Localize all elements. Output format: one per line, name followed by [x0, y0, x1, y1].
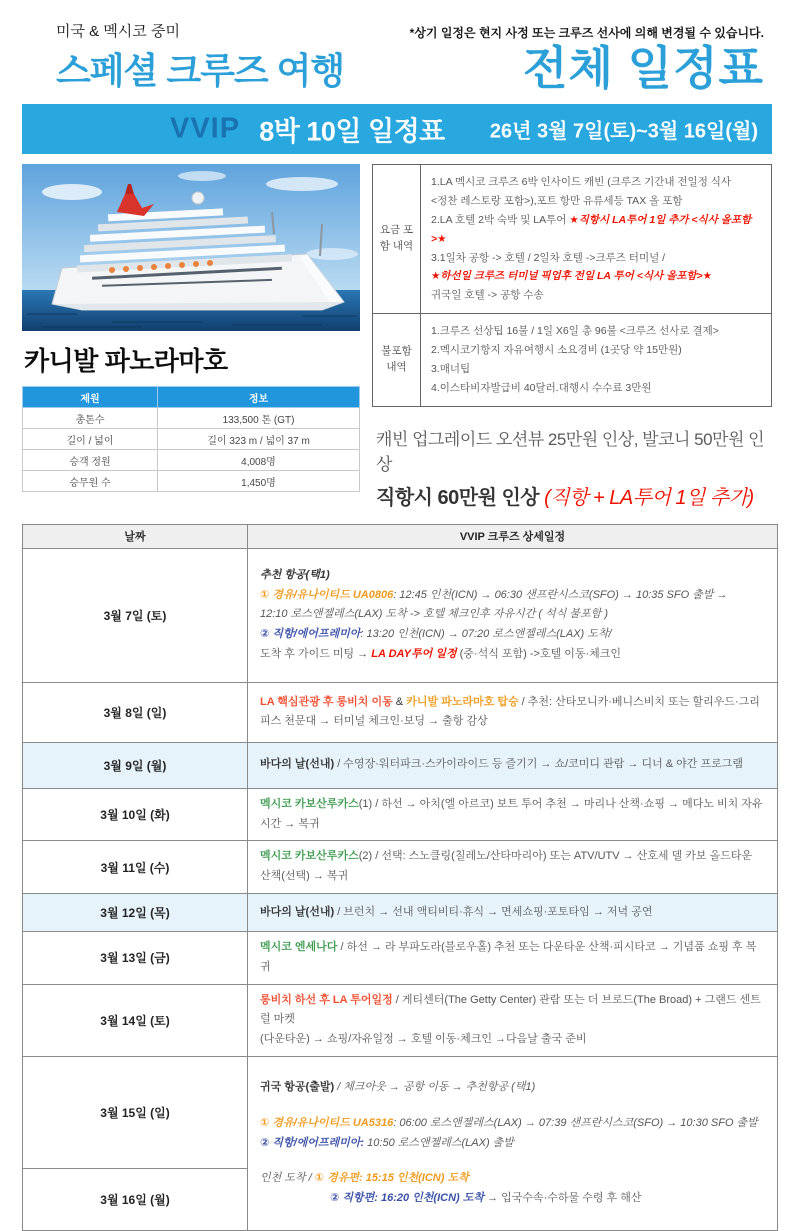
detail-cell	[248, 893, 778, 931]
text-line	[431, 192, 761, 211]
text-line	[260, 1114, 765, 1134]
text-segment: : 06:00 로스앤젤레스(LAX) → 07:39 샌프란시스코(SFO) → 10:30 SFO 출발	[393, 1116, 758, 1129]
spec-row	[23, 429, 360, 450]
text-line	[260, 1134, 765, 1154]
text-line	[260, 693, 765, 733]
text-line	[260, 605, 765, 625]
detail-cell	[248, 742, 778, 788]
text-line	[260, 586, 765, 606]
text-line	[260, 938, 765, 978]
text-segment: LA 핵심관광 후 롱비치 이동	[260, 695, 393, 708]
spec-row	[23, 450, 360, 471]
table-row	[23, 682, 778, 742]
text-segment: ② 직항/에어프레미아:	[260, 1136, 365, 1149]
spec-value: 4,008명	[158, 450, 360, 471]
text-segment: 2.LA 호텔 2박 숙박 및 LA투어	[431, 213, 570, 226]
table-row	[23, 742, 778, 788]
spec-label: 총톤수	[23, 408, 158, 429]
text-segment: 귀국 항공(출발)	[260, 1080, 335, 1093]
spec-label: 승무원 수	[23, 471, 158, 492]
table-row	[23, 841, 778, 894]
text-segment: (다운타운) → 쇼핑/자유일정 → 호텔 이동·체크인 →다음날 출국 준비	[260, 1033, 587, 1046]
text-line	[260, 755, 765, 775]
fee-excluded-row	[373, 314, 772, 407]
detail-cell	[248, 548, 778, 682]
text-segment: / 체크아웃 → 공항 이동 → 추천항공 (택1)	[334, 1080, 536, 1093]
text-line	[431, 211, 761, 249]
ship-name: 카니발 파노라마호	[24, 346, 228, 376]
detail-cell	[248, 841, 778, 894]
text-segment: 롱비치 하선 후 LA 투어일정	[260, 993, 393, 1006]
text-line	[260, 1169, 765, 1189]
text-segment: 1.크루즈 선상팁 16불 / 1일 X6일 총 96불 <크루즈 선사로 결제>	[431, 325, 719, 338]
text-segment: 멕시코 엔세나다	[260, 940, 338, 953]
text-line	[431, 322, 761, 341]
text-line	[260, 795, 765, 835]
text-segment: (중·석식 포함) ->호텔 이동·체크인	[456, 647, 622, 660]
text-line	[260, 645, 765, 665]
text-segment: : 12:45 인천(ICN) → 06:30 샌프란시스코(SFO) → 10:35 SFO 출발 →	[393, 588, 728, 601]
date-cell: 3월 7일 (토)	[23, 548, 248, 682]
text-line	[260, 625, 765, 645]
date-cell: 3월 14일 (토)	[23, 984, 248, 1056]
text-line	[431, 249, 761, 268]
date-cell: 3월 8일 (일)	[23, 682, 248, 742]
text-segment: LA DAY투어 일정	[371, 647, 457, 660]
band-dates: 26년 3월 7일(토)~3월 16일(월)	[489, 120, 758, 143]
date-cell: 3월 10일 (화)	[23, 788, 248, 841]
fee-excluded-content	[421, 314, 772, 407]
upgrade-notes	[372, 425, 772, 516]
itinerary-header-date: 날짜	[23, 524, 248, 548]
table-row	[23, 548, 778, 682]
text-segment: / 하선 → 라 부파도라(블로우홀) 추천 또는 다운타운 산책·피시타코 → 기념품 쇼핑 후 복귀	[260, 940, 757, 973]
text-segment: 귀국일 호텔 -> 공항 수송	[431, 289, 544, 302]
text-segment: / 추천: 산타모니카·베니스비치 또는 할리우드·그리피스 천문대 → 터미널 체크인·보딩 → 출항 감상	[260, 695, 760, 728]
text-segment: 멕시코 카보산루카스	[260, 850, 359, 863]
spec-header-row	[23, 387, 360, 408]
text-segment: 4.이스타비자발급비 40달러.대행시 수수료 3만원	[431, 381, 652, 394]
fee-included-content	[421, 165, 772, 314]
text-segment: 3.매너팁	[431, 363, 471, 376]
text-segment: 10:50 로스앤젤레스(LAX) 출발	[364, 1136, 514, 1149]
text-segment: 도착 후 가이드 미팅 →	[260, 647, 372, 660]
title-band	[22, 104, 772, 154]
text-segment: 카니발 파노라마호 탑승	[406, 695, 519, 708]
vvip-label: VVIP	[170, 112, 241, 145]
text-line	[260, 1030, 765, 1050]
text-line	[431, 267, 761, 286]
text-segment: &	[392, 695, 407, 708]
text-line	[431, 379, 761, 398]
detail-cell	[248, 931, 778, 984]
itinerary-header-detail: VVIP 크루즈 상세일정	[248, 524, 778, 548]
detail-cell	[248, 788, 778, 841]
text-segment: (2) / 선택: 스노클링(칠레노/산타마리아) 또는 ATV/UTV → 산호세 델 카보 올드타운 산책(선택) → 복귀	[260, 850, 753, 883]
text-line	[260, 1189, 765, 1209]
text-line	[260, 903, 765, 923]
ship-spec-table	[22, 386, 360, 492]
itinerary-header-row	[23, 524, 778, 548]
date-cell: 3월 16일 (월)	[23, 1168, 248, 1230]
itinerary-table	[22, 524, 778, 1231]
text-line	[376, 480, 772, 516]
text-line	[431, 173, 761, 192]
spacer	[260, 1153, 765, 1169]
text-segment: (직항 + LA투어 1일 추가)	[544, 486, 754, 509]
text-segment: 12:10 로스앤젤레스(LAX) 도착 -> 호텔 체크인후 자유시간 ( 석식 불포함 )	[260, 608, 609, 621]
text-line	[260, 847, 765, 887]
text-segment: / 게티센터(The Getty Center) 관람 또는 더 브로드(The Broad) + 그랜드 센트럴 마켓	[260, 993, 761, 1026]
text-segment: 1.LA 멕시코 크루즈 6박 인사이드 캐빈 (크루즈 기간내 전일정 식사	[431, 176, 732, 188]
text-segment: 바다의 날(선내)	[260, 758, 335, 771]
header-left	[56, 20, 344, 94]
ship-photo	[22, 164, 360, 331]
spec-row	[23, 408, 360, 429]
detail-cell	[248, 1056, 778, 1230]
fee-included-label: 요금 포함 내역	[373, 165, 421, 314]
text-segment: 3.1일차 공항 -> 호텔 / 2일차 호텔 ->크루즈 터미널 /	[431, 251, 666, 264]
header-right	[409, 20, 764, 94]
date-cell: 3월 9일 (월)	[23, 742, 248, 788]
text-line	[431, 286, 761, 305]
text-line	[431, 360, 761, 379]
text-line	[431, 341, 761, 360]
text-segment: 인천 도착 /	[260, 1172, 315, 1185]
page-title: 스페셜 크루즈 여행	[56, 50, 345, 91]
band-duration: 8박 10일 일정표	[259, 116, 445, 147]
spec-header-label: 제원	[23, 387, 158, 408]
text-segment: <정찬 레스토랑 포함>),포트 항만 유류세등 TAX 올 포함	[431, 194, 683, 207]
table-row	[23, 893, 778, 931]
text-segment: ① 경유/유나이티드 UA5316	[260, 1116, 394, 1129]
spec-label: 길이 / 넓이	[23, 429, 158, 450]
text-segment: 직항시 60만원 인상	[376, 486, 545, 509]
text-segment: ★직항시 LA투어 1일 추가 <식사 올포함>★	[431, 213, 752, 245]
table-row	[23, 788, 778, 841]
text-segment: / 수영장·워터파크·스카이라이드 등 즐기기 → 쇼/코미디 관람 → 디너 & 야간 프로그램	[334, 758, 743, 771]
spec-row	[23, 471, 360, 492]
text-segment: 바다의 날(선내)	[260, 905, 335, 918]
date-cell: 3월 15일 (일)	[23, 1056, 248, 1168]
text-segment: ① 경유편: 15:15 인천(ICN) 도착	[314, 1172, 469, 1185]
fee-included-row	[373, 165, 772, 314]
text-line	[260, 566, 765, 586]
text-segment: 추천 항공(택1)	[260, 568, 330, 581]
date-cell: 3월 13일 (금)	[23, 931, 248, 984]
text-segment: 2.멕시코기항지 자유여행시 소요경비 (1곳당 약 15만원)	[431, 344, 682, 357]
text-line	[260, 991, 765, 1031]
cruise-ship-illustration	[22, 164, 360, 331]
cabin-upgrade-note: 캐빈 업그레이드 오션뷰 25만원 인상, 발코니 50만원 인상	[376, 429, 765, 474]
text-segment: / 브런치 → 선내 액티비티·휴식 → 면세쇼핑·포토타임 → 저녁 공연	[334, 905, 653, 918]
date-cell: 3월 12일 (목)	[23, 893, 248, 931]
text-segment: ① 경유/유나이티드 UA0806	[260, 588, 394, 601]
fees-table	[372, 164, 772, 407]
direct-flight-note	[376, 480, 772, 516]
text-segment: → 입국수속·수하물 수령 후 해산	[484, 1192, 642, 1205]
text-line	[260, 1078, 765, 1098]
spec-value: 1,450명	[158, 471, 360, 492]
detail-cell	[248, 984, 778, 1056]
fees-column	[372, 164, 772, 516]
date-cell: 3월 11일 (수)	[23, 841, 248, 894]
text-segment: ② 직항/에어프레미아	[260, 628, 361, 641]
info-section	[22, 164, 772, 516]
spec-label: 승객 정원	[23, 450, 158, 471]
fee-excluded-label: 불포함 내역	[373, 314, 421, 407]
text-segment: ② 직항편: 16:20 인천(ICN) 도착	[330, 1192, 484, 1205]
table-row	[23, 984, 778, 1056]
text-segment: ★하선일 크루즈 터미널 픽업후 전일 LA 투어 <식사 올포함>★	[431, 270, 713, 283]
spec-value: 133,500 톤 (GT)	[158, 408, 360, 429]
spec-value: 길이 323 m / 넓이 37 m	[158, 429, 360, 450]
text-segment: : 13:20 인천(ICN) → 07:20 로스앤젤레스(LAX) 도착/	[360, 628, 612, 641]
header-subtitle: 미국 & 멕시코 중미	[56, 23, 180, 40]
header	[22, 14, 772, 94]
schedule-title: 전체 일정표	[523, 42, 764, 94]
text-segment: (1) / 하선 → 아치(엘 아르코) 보트 투어 추천 → 마리나 산책·쇼핑 → 메다노 비치 자유시간 → 복귀	[260, 797, 763, 830]
detail-cell	[248, 682, 778, 742]
spacer	[260, 1098, 765, 1114]
table-row	[23, 931, 778, 984]
ship-column	[22, 164, 362, 492]
change-notice: *상기 일정은 현지 사정 또는 크루즈 선사에 의해 변경될 수 있습니다.	[409, 26, 764, 40]
table-row	[23, 1056, 778, 1168]
text-segment: 멕시코 카보산루카스	[260, 797, 359, 810]
spec-header-value: 정보	[158, 387, 360, 408]
